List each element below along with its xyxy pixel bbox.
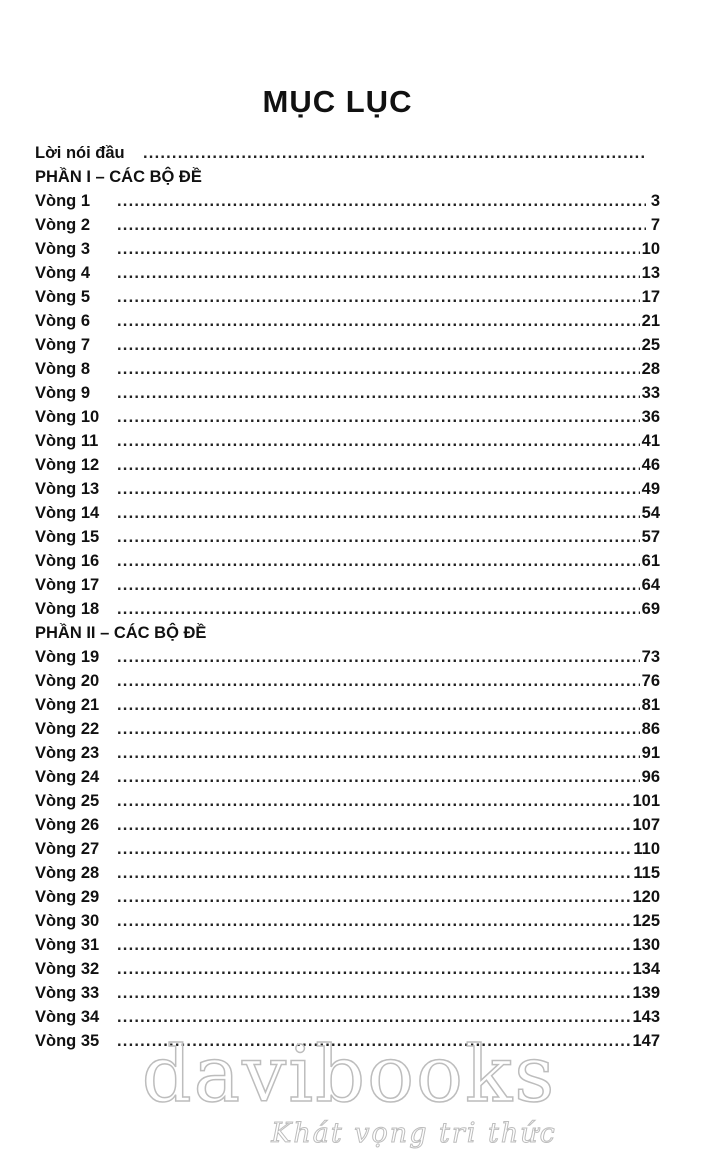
toc-entry[interactable]	[35, 501, 660, 525]
toc-entry-label: Vòng 14	[35, 504, 100, 522]
dot-leader	[117, 213, 646, 237]
toc-entry-label: Vòng 26	[35, 816, 100, 834]
toc-entry-page: 61	[641, 552, 660, 570]
toc-intro-label: Lời nói đầu	[35, 144, 125, 162]
toc-entry-label: Vòng 6	[35, 312, 91, 330]
toc-entry-label: Vòng 8	[35, 360, 91, 378]
dot-leader	[117, 717, 640, 741]
dot-leader	[117, 309, 640, 333]
toc-entry-page: 110	[633, 840, 660, 858]
dot-leader	[117, 261, 640, 285]
toc-entry-label: Vòng 13	[35, 480, 100, 498]
dot-leader	[117, 549, 640, 573]
dot-leader	[117, 597, 640, 621]
toc-entry-label: Vòng 15	[35, 528, 100, 546]
toc-entry-page: 86	[641, 720, 660, 738]
toc-entry-page: 46	[641, 456, 660, 474]
toc-entry[interactable]	[35, 333, 660, 357]
dot-leader	[117, 957, 630, 981]
dot-leader	[117, 765, 640, 789]
toc-entry-page: 3	[650, 192, 660, 210]
toc-entry[interactable]	[35, 285, 660, 309]
section-heading	[35, 165, 660, 189]
section-heading-label: PHẦN I – CÁC BỘ ĐỀ	[35, 168, 202, 186]
toc-entry-label: Vòng 1	[35, 192, 91, 210]
toc-entry-page: 76	[641, 672, 660, 690]
toc-entry[interactable]	[35, 357, 660, 381]
toc-entry-page: 49	[641, 480, 660, 498]
section-heading	[35, 621, 660, 645]
toc-entry-page: 107	[632, 816, 660, 834]
toc-entry[interactable]	[35, 789, 660, 813]
dot-leader	[117, 981, 630, 1005]
toc-entry-page: 139	[632, 984, 660, 1002]
dot-leader	[117, 885, 630, 909]
toc-entry-label: Vòng 10	[35, 408, 100, 426]
watermark-brand: davibooks	[141, 1030, 557, 1120]
toc-entry[interactable]	[35, 261, 660, 285]
toc-entry-label: Vòng 30	[35, 912, 100, 930]
toc-entry[interactable]	[35, 237, 660, 261]
toc-entry-label: Vòng 21	[35, 696, 100, 714]
toc-entry-label: Vòng 2	[35, 216, 91, 234]
toc-entry-page: 25	[641, 336, 660, 354]
toc-intro-row[interactable]	[35, 141, 660, 165]
dot-leader	[117, 813, 630, 837]
toc-entry-label: Vòng 25	[35, 792, 100, 810]
toc-entry-page: 64	[641, 576, 660, 594]
toc-entry-label: Vòng 16	[35, 552, 100, 570]
toc-entry[interactable]	[35, 573, 660, 597]
section-heading-label: PHẦN II – CÁC BỘ ĐỀ	[35, 624, 207, 642]
dot-leader	[117, 645, 640, 669]
dot-leader	[117, 1005, 630, 1029]
toc-entry[interactable]	[35, 477, 660, 501]
toc-entry[interactable]	[35, 645, 660, 669]
toc-entry-label: Vòng 24	[35, 768, 100, 786]
toc-entry[interactable]	[35, 837, 660, 861]
toc-entry[interactable]	[35, 813, 660, 837]
toc-entry[interactable]	[35, 981, 660, 1005]
dot-leader	[117, 189, 646, 213]
toc-entry[interactable]	[35, 909, 660, 933]
toc-entry-page: 125	[632, 912, 660, 930]
toc-entry-page: 115	[633, 864, 660, 882]
toc-entry-page: 13	[641, 264, 660, 282]
toc-entry[interactable]	[35, 765, 660, 789]
dot-leader	[117, 405, 640, 429]
toc-entry-label: Vòng 20	[35, 672, 100, 690]
dot-leader	[117, 933, 630, 957]
toc-entry-page: 28	[641, 360, 660, 378]
toc-entry-page: 120	[632, 888, 660, 906]
toc-entry-page: 101	[632, 792, 660, 810]
toc-entry-label: Vòng 22	[35, 720, 100, 738]
dot-leader	[143, 141, 646, 165]
toc-entry[interactable]	[35, 717, 660, 741]
toc-entry[interactable]	[35, 213, 660, 237]
toc-entry-page: 147	[632, 1032, 660, 1050]
dot-leader	[117, 693, 640, 717]
toc-entry-page: 81	[641, 696, 660, 714]
toc-entry[interactable]	[35, 861, 660, 885]
toc-entry[interactable]	[35, 957, 660, 981]
toc-entry-label: Vòng 31	[35, 936, 100, 954]
toc-entry-label: Vòng 19	[35, 648, 100, 666]
toc-entry[interactable]	[35, 741, 660, 765]
toc-entry-label: Vòng 7	[35, 336, 91, 354]
page-title: MỤC LỤC	[262, 84, 413, 119]
toc-entry-page: 134	[632, 960, 660, 978]
toc-entry[interactable]	[35, 525, 660, 549]
toc-entry-page: 91	[641, 744, 660, 762]
dot-leader	[117, 669, 640, 693]
toc-entry-label: Vòng 29	[35, 888, 100, 906]
dot-leader	[117, 909, 630, 933]
toc-entry-page: 57	[641, 528, 660, 546]
dot-leader	[117, 501, 640, 525]
toc-entry[interactable]	[35, 933, 660, 957]
toc-entry-page: 54	[641, 504, 660, 522]
toc-entry-page: 33	[641, 384, 660, 402]
dot-leader	[117, 525, 640, 549]
toc-entry-page: 41	[641, 432, 660, 450]
watermark-slogan: Khát vọng tri thức	[271, 1118, 557, 1149]
toc-entry[interactable]	[35, 597, 660, 621]
toc-entry[interactable]	[35, 189, 660, 213]
toc-entry-label: Vòng 33	[35, 984, 100, 1002]
dot-leader	[117, 285, 640, 309]
dot-leader	[117, 237, 640, 261]
dot-leader	[117, 573, 640, 597]
dot-leader	[117, 741, 640, 765]
toc-entry-label: Vòng 4	[35, 264, 91, 282]
toc-entry-page: 69	[641, 600, 660, 618]
toc-entry-label: Vòng 28	[35, 864, 100, 882]
toc-entry[interactable]	[35, 405, 660, 429]
toc-entry[interactable]	[35, 309, 660, 333]
toc-entry-page: 73	[641, 648, 660, 666]
dot-leader	[117, 453, 640, 477]
toc-entry-page: 21	[641, 312, 660, 330]
toc-entry[interactable]	[35, 885, 660, 909]
table-of-contents	[35, 141, 660, 1053]
toc-entry-page: 10	[641, 240, 660, 258]
toc-entry[interactable]	[35, 453, 660, 477]
dot-leader	[117, 381, 640, 405]
dot-leader	[117, 789, 630, 813]
toc-entry[interactable]	[35, 1005, 660, 1029]
toc-entry-label: Vòng 9	[35, 384, 91, 402]
dot-leader	[117, 861, 631, 885]
toc-entry-page: 96	[641, 768, 660, 786]
toc-entry-page: 17	[641, 288, 660, 306]
dot-leader	[117, 333, 640, 357]
dot-leader	[117, 429, 640, 453]
toc-entry-label: Vòng 3	[35, 240, 91, 258]
dot-leader	[117, 357, 640, 381]
toc-entry-page: 143	[632, 1008, 660, 1026]
toc-entry-page: 36	[641, 408, 660, 426]
toc-entry-label: Vòng 35	[35, 1032, 100, 1050]
toc-entry-label: Vòng 17	[35, 576, 100, 594]
toc-entry[interactable]	[35, 381, 660, 405]
toc-entry[interactable]	[35, 693, 660, 717]
toc-entry-label: Vòng 23	[35, 744, 100, 762]
toc-entry-label: Vòng 32	[35, 960, 100, 978]
toc-entry[interactable]	[35, 429, 660, 453]
dot-leader	[117, 837, 631, 861]
toc-entry-label: Vòng 34	[35, 1008, 100, 1026]
toc-entry-label: Vòng 18	[35, 600, 100, 618]
toc-entry[interactable]	[35, 669, 660, 693]
toc-entry-label: Vòng 12	[35, 456, 100, 474]
dot-leader	[117, 477, 640, 501]
toc-entry-page: 7	[650, 216, 660, 234]
toc-entry-label: Vòng 11	[35, 432, 99, 450]
toc-entry-page: 130	[632, 936, 660, 954]
toc-entry-label: Vòng 5	[35, 288, 91, 306]
toc-entry[interactable]	[35, 549, 660, 573]
toc-entry-label: Vòng 27	[35, 840, 100, 858]
